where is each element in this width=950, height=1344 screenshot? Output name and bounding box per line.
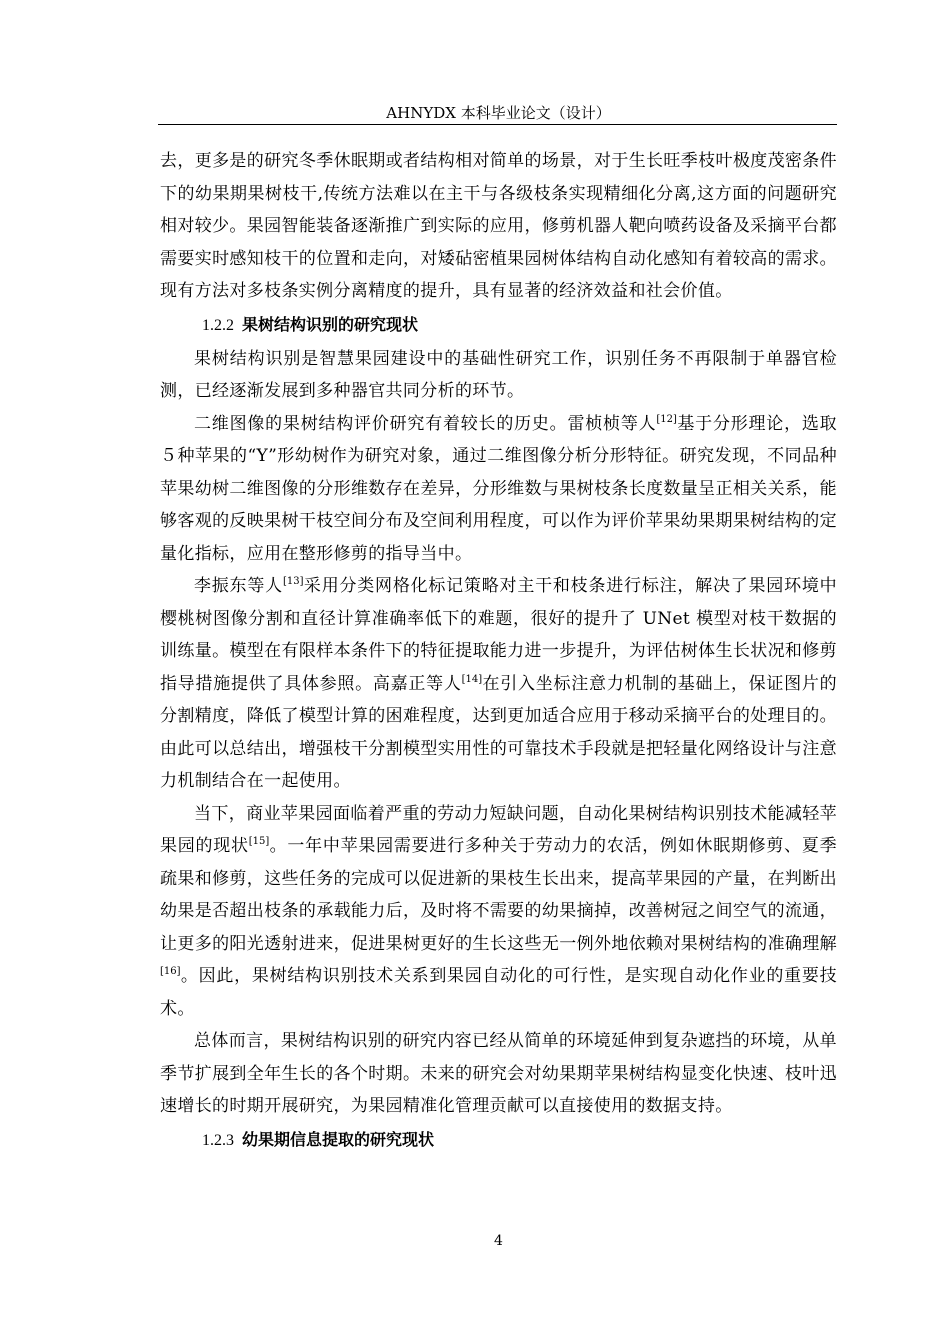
citation-ref: [14] [461,673,483,685]
citation-ref: [15] [248,836,270,847]
paragraph-text: 。一年中苹果园需要进行多种关于劳动力的农活，例如休眠期修剪、夏季疏果和修剪，这些任务的完成可以促进新的果枝生长出来，提高苹果园的产量，在判断出幼果是否超出枝条的承载能力后，及时将不需要的幼果摘掉，改善树冠之间空气的流通，让更多的阳光透射进来，促进果树更好的生长这些无一例外地依赖对果树结构的准确理解 [160,836,838,954]
running-header: AHNYDX 本科毕业论文（设计） [386,104,611,122]
paragraph-summary: 总体而言，果树结构识别的研究内容已经从简单的环境延伸到复杂遮挡的环境，从单季节扩展到全年生长的各个时期。未来的研究会对幼果期苹果树结构显变化快速、枝叶迅速增长的时期开展研究，为果园精准化管理贡献可以直接使用的数据支持。 [160,1031,837,1116]
paragraph-text: 。因此，果树结构识别技术关系到果园自动化的可行性，是实现自动化作业的重要技术。 [160,966,837,1019]
section-number: 1.2.2 [202,316,234,334]
paragraph-segmentation-research [160,570,837,798]
paragraph-text: 在引入坐标注意力机制的基础上，保证图片的分割精度，降低了模型计算的困难程度，达到更加适合应用于移动采摘平台的处理目的。由此可以总结出，增强枝干分割模型实用性的可靠技术手段就是把轻量化网络设计与注意力机制结合在一起使用。 [160,673,838,791]
paragraph-text: 采用分类网格化标记策略对主干和枝条进行标注，解决了果园环境中樱桃树图像分割和直径计算准确率低下的难题，很好的提升了 UNet 模型对枝干数据的训练量。模型在有限样本条件下的特征提取能力进一步提升，为评估树体生长状况和修剪指导措施提供了具体参照。高嘉正等人 [160,576,838,694]
paragraph-2d-image-research [160,408,837,571]
body-text [160,145,837,1158]
header-rule [158,124,837,125]
section-heading-1-2-3 [160,1123,837,1158]
section-title: 幼果期信息提取的研究现状 [242,1129,435,1149]
citation-ref: [16] [160,966,181,977]
section-title: 果树结构识别的研究现状 [242,314,419,334]
paragraph-continuation: 去，更多是的研究冬季休眠期或者结构相对简单的场景，对于生长旺季枝叶极度茂密条件下的幼果期果树枝干,传统方法难以在主干与各级枝条实现精细化分离,这方面的问题研究相对较少。果园智能装备逐渐推广到实际的应用，修剪机器人靶向喷药设备及采摘平台都需要实时感知枝干的位置和走向，对矮砧密植果园树体结构自动化感知有着较高的需求。现有方法对多枝条实例分离精度的提升，具有显著的经济效益和社会价值。 [160,151,837,301]
paragraph-structure-recognition-intro: 果树结构识别是智慧果园建设中的基础性研究工作，识别任务不再限制于单器官检测，已经逐渐发展到多种器官共同分析的环节。 [160,348,837,401]
section-heading-1-2-2 [160,308,837,343]
citation-ref: [13] [282,576,304,587]
paragraph-text: 基于分形理论，选取５种苹果的“Y”形幼树作为研究对象，通过二维图像分析分形特征。研究发现，不同品种苹果幼树二维图像的分形维数存在差异，分形维数与果树枝条长度数量呈正相关关系，能够客观的反映果树干枝空间分布及空间利用程度，可以作为评价苹果幼果期果树结构的定量化指标，应用在整形修剪的指导当中。 [160,413,837,564]
page-number: 4 [494,1233,503,1249]
paragraph-text: 李振东等人 [194,576,283,596]
paragraph-text: 当下，商业苹果园面临着严重的劳动力短缺问题，自动化果树结构识别技术能减轻苹果园的现状 [160,803,837,856]
paragraph-text: 二维图像的果树结构评价研究有着较长的历史。雷桢桢等人 [194,413,657,434]
section-number: 1.2.3 [202,1131,234,1149]
paragraph-labor-shortage [160,798,837,1026]
citation-ref: [12] [656,413,677,425]
